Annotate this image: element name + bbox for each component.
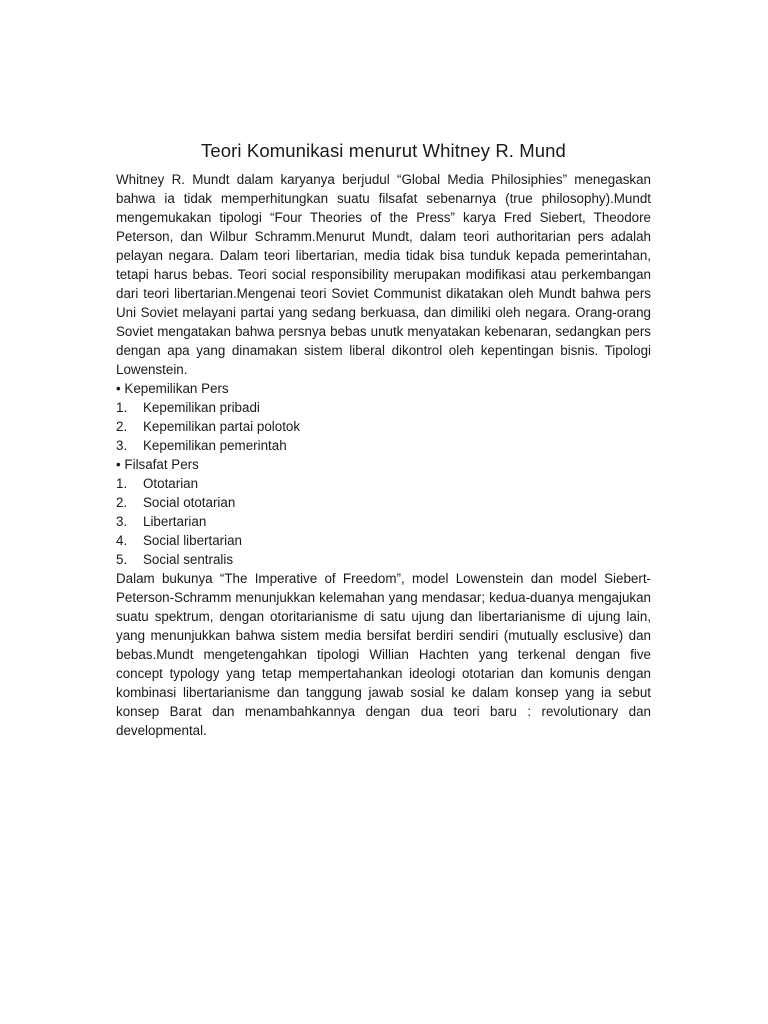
list-item [116, 512, 651, 531]
list-item [116, 493, 651, 512]
list-item-number: 2. [116, 419, 128, 434]
list-item-number: 1. [116, 476, 128, 491]
list-item-number: 4. [116, 533, 128, 548]
list-item-text: Kepemilikan pemerintah [143, 438, 287, 453]
list-item-text: Social libertarian [143, 533, 242, 548]
list-item-text: Social ototarian [143, 495, 236, 510]
list-item-text: Kepemilikan pribadi [143, 400, 260, 415]
list-item-number: 2. [116, 495, 128, 510]
list-item-number: 1. [116, 400, 128, 415]
list-item-number: 5. [116, 552, 128, 567]
list-item [116, 417, 651, 436]
list-item-text: Social sentralis [143, 552, 234, 567]
list-item-number: 3. [116, 514, 128, 529]
document-page [116, 140, 651, 740]
list-item [116, 550, 651, 569]
list-item [116, 474, 651, 493]
list-item-text: Libertarian [143, 514, 207, 529]
list-item-text: Ototarian [143, 476, 199, 491]
section-heading-kepemilikan: • Kepemilikan Pers [116, 381, 229, 396]
list-item [116, 531, 651, 550]
section-heading-filsafat: • Filsafat Pers [116, 457, 199, 472]
list-item-number: 3. [116, 438, 128, 453]
closing-paragraph: Dalam bukunya “The Imperative of Freedom”, model Lowenstein dan model Siebert-Peterson-Schramm menunjukkan kelemahan yang mendasar; kedua-duanya mengajukan suatu spektrum, dengan otoritarianisme di satu ujung dan libertarianisme di ujung lain, yang menunjukkan bahwa sistem media bersifat berdiri sendiri (mutually esclusive) dan bebas.Mundt mengetengahkan tipologi Willian Hachten yang terkenal dengan five concept typology yang tetap mempertahankan ideologi ototarian dan komunis dengan kombinasi libertarianisme dan tanggung jawab sosial ke dalam konsep yang ia sebut konsep Barat dan menambahkannya dengan dua teori baru : revolutionary dan developmental. [116, 571, 651, 738]
document-title: Teori Komunikasi menurut Whitney R. Mund [201, 140, 566, 161]
list-item [116, 398, 651, 417]
list-item-text: Kepemilikan partai polotok [143, 419, 301, 434]
list-item [116, 436, 651, 455]
intro-paragraph: Whitney R. Mundt dalam karyanya berjudul “Global Media Philosiphies” menegaskan bahwa ia tidak memperhitungkan suatu filsafat sebenarnya (true philosophy).Mundt mengemukakan tipologi “Four Theories of the Press” karya Fred Siebert, Theodore Peterson, dan Wilbur Schramm.Menurut Mundt, dalam teori authoritarian pers adalah pelayan negara. Dalam teori libertarian, media tidak bisa tunduk kepada pemerintahan, tetapi harus bebas. Teori social responsibility merupakan modifikasi atau perkembangan dari teori libertarian.Mengenai teori Soviet Communist dikatakan oleh Mundt bahwa pers Uni Soviet melayani partai yang sedang berkuasa, dan dimiliki oleh negara. Orang-orang Soviet mengatakan bahwa persnya bebas unutk menyatakan kebenaran, sedangkan pers dengan apa yang dinamakan sistem liberal dikontrol oleh kepentingan bisnis. Tipologi Lowenstein. [116, 172, 651, 377]
